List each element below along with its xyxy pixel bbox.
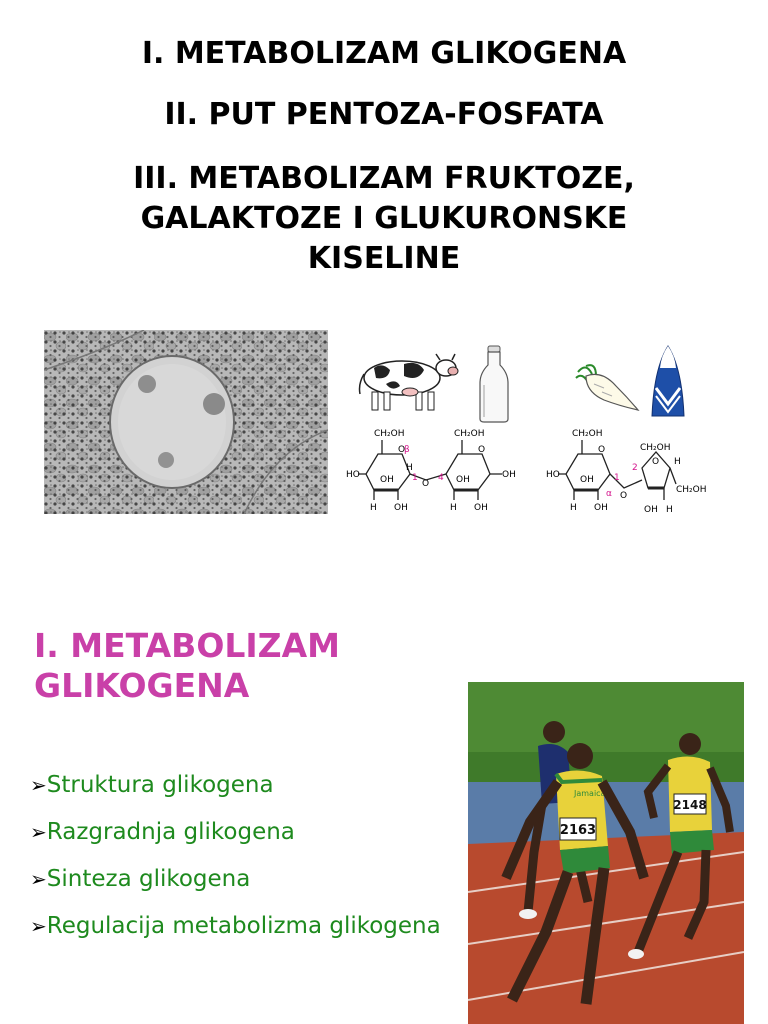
slide-2	[0, 600, 768, 1024]
sucrose-ch2oh-right: CH₂OH	[676, 485, 707, 495]
arrow-bullet-icon: ➢	[30, 773, 47, 797]
sucrose-carbon-1-label: 1	[614, 473, 620, 483]
heading-fructose-line2: GALAKTOZE I GLUKURONSKE	[140, 201, 628, 236]
sucrose-ch2oh-left: CH₂OH	[572, 429, 603, 439]
lactose-ring-o-left: O	[398, 445, 406, 455]
sucrose-h-bottom-right: H	[666, 505, 673, 515]
lactose-oh-anomeric: OH	[502, 470, 516, 480]
sucrose-oh-bottom-right: OH	[644, 505, 658, 515]
lactose-h-left: H	[406, 463, 413, 473]
sucrose-h-bottom-left: H	[570, 503, 577, 513]
lactose-structure-diagram	[346, 424, 536, 516]
lactose-oh-left: OH	[380, 475, 394, 485]
list-item	[30, 911, 450, 941]
heading-glycogen-metabolism: I. METABOLIZAM GLIKOGENA	[141, 36, 627, 71]
bib-number-left: 2163	[559, 823, 597, 838]
section-title-line1: I. METABOLIZAM	[34, 626, 340, 665]
lactose-beta-label: β	[404, 445, 410, 455]
sucrose-oh-left: OH	[580, 475, 594, 485]
lactose-h-bottom-left: H	[370, 503, 377, 513]
list-item	[30, 817, 450, 847]
lactose-h-bottom-right: H	[450, 503, 457, 513]
heading-fructose-line1: III. METABOLIZAM FRUKTOZE,	[133, 161, 635, 196]
sprinters-photo	[468, 682, 744, 1024]
cow-icon	[356, 348, 460, 414]
list-item-text: Struktura glikogena	[46, 772, 274, 798]
sucrose-alpha-label: α	[606, 489, 612, 499]
sucrose-structure-diagram	[544, 424, 720, 516]
arrow-bullet-icon: ➢	[30, 914, 47, 938]
sucrose-ring-o-left: O	[598, 445, 606, 455]
arrow-bullet-icon: ➢	[30, 867, 47, 891]
sucrose-ho: HO	[546, 470, 560, 480]
lactose-ch2oh-left: CH₂OH	[374, 429, 405, 439]
section-title	[34, 626, 340, 706]
lactose-carbon-4-label: 4	[438, 473, 444, 483]
lactose-carbon-1-label: 1	[412, 473, 418, 483]
lactose-ch2oh-right: CH₂OH	[454, 429, 485, 439]
lactose-ring-o-right: O	[478, 445, 486, 455]
micrograph-image	[44, 330, 328, 514]
jersey-text: Jamaica	[574, 789, 606, 798]
sucrose-glycosidic-o: O	[620, 491, 628, 501]
lactose-oh-right: OH	[456, 475, 470, 485]
sucrose-oh-bottom-left: OH	[594, 503, 608, 513]
heading-fructose-line3: KISELINE	[307, 241, 461, 276]
sugar-beet-icon	[572, 362, 640, 414]
list-item-text: Sinteza glikogena	[46, 866, 251, 892]
section-title-line2: GLIKOGENA	[34, 666, 250, 705]
sucrose-h-right: H	[674, 457, 681, 467]
arrow-bullet-icon: ➢	[30, 820, 47, 844]
list-item	[30, 770, 450, 800]
lactose-oh-bottom-left: OH	[394, 503, 408, 513]
list-item-text: Razgradnja glikogena	[46, 819, 295, 845]
heading-pentose-phosphate: II. PUT PENTOZA-FOSFATA	[164, 97, 604, 132]
list-item	[30, 864, 450, 894]
sucrose-carbon-2-label: 2	[632, 463, 638, 473]
list-item-text: Regulacija metabolizma glikogena	[46, 913, 441, 939]
milk-bottle-icon	[478, 345, 510, 423]
sucrose-ring-o-right: O	[652, 457, 660, 467]
bib-number-right: 2148	[673, 798, 707, 812]
topic-list	[30, 770, 450, 958]
lactose-oh-bottom-right: OH	[474, 503, 488, 513]
lactose-ho: HO	[346, 470, 360, 480]
sucrose-ch2oh-top: CH₂OH	[640, 443, 671, 453]
sugar-loaf-icon	[648, 344, 688, 420]
lactose-glycosidic-o: O	[422, 479, 430, 489]
